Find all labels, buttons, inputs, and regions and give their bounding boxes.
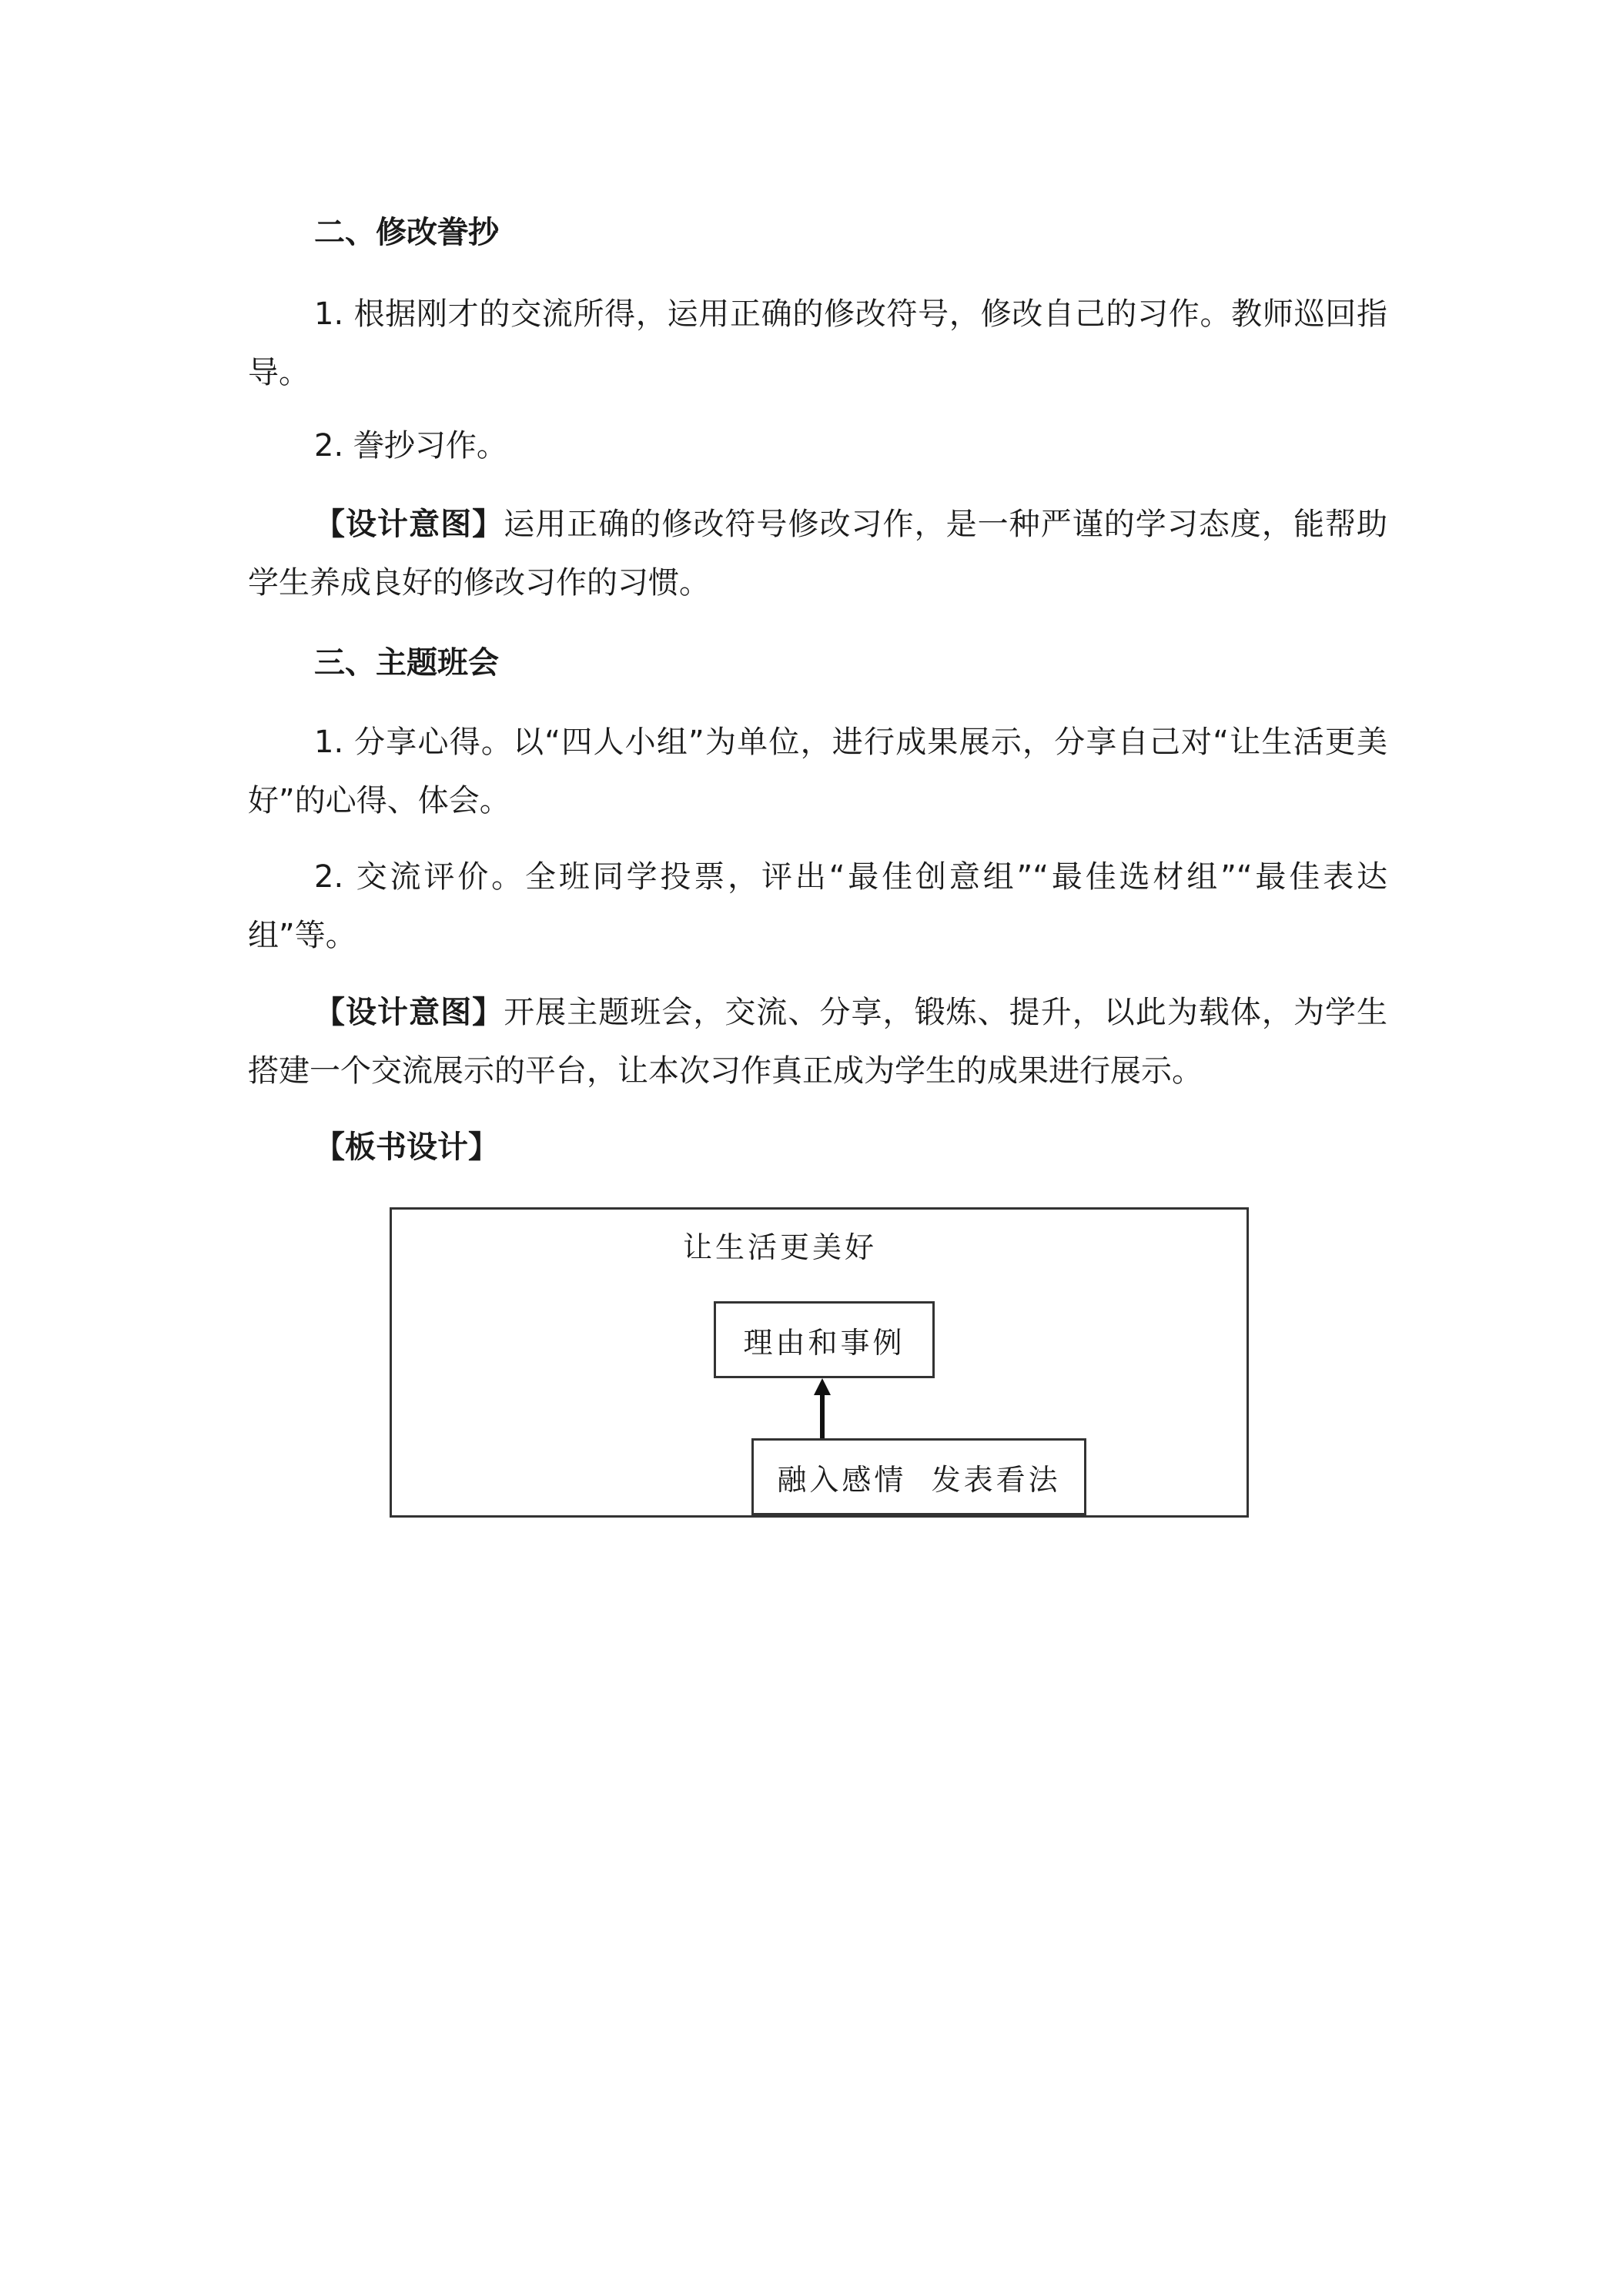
section-3-heading: 三、主题班会 <box>314 645 499 681</box>
section-3-design-intent <box>248 983 1387 1100</box>
section-2-heading: 二、修改誊抄 <box>314 215 499 250</box>
section-3-item-2: 2. 交流评价。全班同学投票，评出“最佳创意组”“最佳选材组”“最佳表达组”等。 <box>248 859 1387 953</box>
reasons-examples-box <box>714 1301 935 1378</box>
design-intent-label: 【设计意图】 <box>314 995 504 1030</box>
feelings-opinions-box <box>751 1438 1086 1515</box>
blackboard-diagram <box>390 1207 1249 1518</box>
up-arrow-icon <box>811 1378 834 1440</box>
section-2-item-2: 2. 誊抄习作。 <box>314 428 507 464</box>
board-title: 让生活更美好 <box>683 1230 878 1264</box>
feelings-opinions-label: 融入感情 发表看法 <box>777 1462 1061 1497</box>
section-3-item-1: 1. 分享心得。以“四人小组”为单位，进行成果展示，分享自己对“让生活更美好”的心得、体会。 <box>248 725 1387 818</box>
design-intent-text: 开展主题班会，交流、分享，锻炼、提升，以此为载体，为学生搭建一个交流展示的平台，让本次习作真正成为学生的成果进行展示。 <box>248 995 1388 1089</box>
design-intent-label: 【设计意图】 <box>314 507 504 542</box>
board-design-heading: 【板书设计】 <box>314 1130 499 1165</box>
section-2-item-1: 1. 根据刚才的交流所得，运用正确的修改符号，修改自己的习作。教师巡回指导。 <box>248 296 1387 390</box>
section-2-design-intent <box>248 495 1387 612</box>
design-intent-text: 运用正确的修改符号修改习作，是一种严谨的学习态度，能帮助学生养成良好的修改习作的习惯。 <box>248 507 1388 601</box>
reasons-examples-label: 理由和事例 <box>743 1325 905 1360</box>
